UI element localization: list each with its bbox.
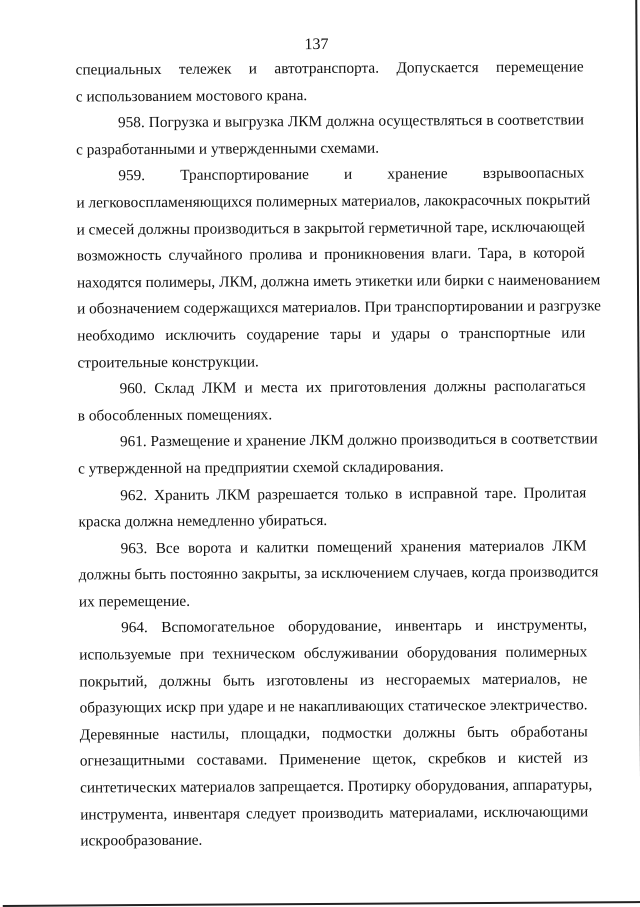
text-line: с использованием мостового крана. [75,86,308,106]
text-line: и обозначением содержащихся материалов. При транспортировании и разгрузке [77,297,601,318]
text-line: 959. Транспортирование и хранение взрывоопасных [118,164,585,185]
text-line: их перемещение. [78,592,191,611]
paragraph [79,613,593,855]
text-line: 961. Размещение и хранение ЛКМ должно производиться в соответствии [119,430,598,451]
paragraph [76,108,584,164]
document-body [75,54,601,855]
text-line: огнезащитными составами. Применение щеток, скребков и кистей из [79,749,588,770]
text-line: строительные конструкции. [77,352,259,372]
text-line: и легковоспламеняющихся полимерных материалов, лакокрасочных покрытий [76,191,591,212]
text-line: в обособленных помещениях. [77,406,273,425]
text-line: используемые при техническом обслуживании оборудования полимерных [79,643,588,664]
text-line: инструмента, инвентаря следует производить материалами, исключающими [80,802,589,824]
text-line: и смесей должны производиться в закрытой герметичной таре, исключающей [76,217,585,239]
text-line: 962. Хранить ЛКМ разрешается только в исправной таре. Пролитая [120,483,587,504]
paragraph [76,161,601,377]
text-line: искрообразование. [80,831,203,850]
paragraph [76,54,584,110]
text-line: с утвержденной на предприятии схемой складирования. [78,458,444,478]
paragraph [78,480,586,536]
text-line: Деревянные настилы, площадки, подмостки должны быть обработаны [79,723,588,744]
text-line: покрытий, должны быть изготовлены из несгораемых материалов, не [79,670,588,691]
text-line: должны быть постоянно закрыты, за исключением случаев, когда производится [78,563,599,584]
text-line: 964. Вспомогательное оборудование, инвентарь и инструменты, [121,616,588,637]
paragraph [78,427,598,483]
text-line: необходимо исключить соударение тары и удары о транспортные или [77,324,586,345]
text-line: синтетических материалов запрещается. Протирку оборудования, аппаратуры, [79,776,593,797]
page-number: 137 [304,35,329,54]
paragraph [78,374,586,430]
text-line: 960. Склад ЛКМ и места их приготовления должны располагаться [119,377,586,398]
text-line: специальных тележек и автотранспорта. Допускается перемещение [75,58,584,79]
paragraph [78,533,599,616]
text-line: возможность случайного пролива и проникновения влаги. Тара, в которой [76,244,585,265]
text-line: находятся полимеры, ЛКМ, должна иметь этикетки или бирки с наименованием [76,271,601,292]
text-line: 963. Все ворота и калитки помещений хранения материалов ЛКМ [120,537,587,557]
text-line: с разработанными и утвержденными схемами. [76,139,380,159]
text-line: 958. Погрузка и выгрузка ЛКМ должна осуществляться в соответствии [117,111,585,132]
text-line: краска должна немедленно убираться. [78,512,328,531]
text-line: образующих искр при ударе и не накапливающих статическое электричество. [79,696,588,717]
